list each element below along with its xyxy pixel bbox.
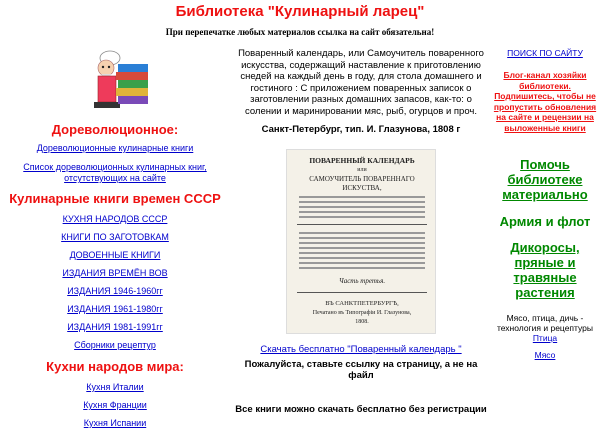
link-ussr-peoples-cuisine[interactable]: КУХНЯ НАРОДОВ СССР — [62, 214, 168, 224]
section-prerevolutionary: Дореволюционное: — [51, 122, 179, 137]
reprint-notice: При перепечатке любых материалов ссылка на сайт обязательна! — [165, 27, 435, 37]
section-ussr-books: Кулинарные книги времен СССР — [9, 191, 221, 206]
book-city: ВЪ САНКТПЕТЕРБУРГѢ, — [325, 300, 399, 307]
link-prerevolutionary-books[interactable]: Дореволюционные кулинарные книги — [36, 143, 194, 153]
army-navy-heading: Армия и флот — [499, 214, 591, 229]
donate-link[interactable]: Помочь библиотеке материально — [502, 157, 588, 202]
cook-with-books-illustration — [70, 50, 160, 110]
download-book-link[interactable]: Скачать бесплатно "Поваренный календарь " — [260, 344, 462, 355]
link-italian-cuisine[interactable]: Кухня Италии — [86, 382, 144, 392]
book-line-4: ИСКУСТВА, — [342, 184, 382, 192]
book-line-1: ПОВАРЕННЫЙ КАЛЕНДАРЬ — [309, 156, 415, 165]
link-editions-1981-1991[interactable]: ИЗДАНИЯ 1981-1991гг — [67, 322, 163, 332]
right-column — [490, 48, 600, 360]
link-wartime-editions[interactable]: ИЗДАНИЯ ВРЕМЁН ВОВ — [62, 268, 168, 278]
book-part-label: Часть третья. — [338, 277, 386, 285]
book-line-3: САМОУЧИТЕЛЬ ПОВАРЕННАГО — [309, 175, 415, 183]
link-request-note: Пожалуйста, ставьте ссылку на страницу, а не на файл — [244, 359, 478, 381]
main-column — [232, 48, 490, 415]
link-spanish-cuisine[interactable]: Кухня Испании — [83, 418, 147, 428]
book-description: Поваренный календарь, или Самоучитель поваренного искусства, содержащий наставление к приготовлению снедей на каждый день в году, для стола домашнего и гостиного : С приложением поваренных записок о заготовлении разных домашних запасов, как-то: о солении и маринировании мяс, рыб, огурцов и проч. — [238, 48, 484, 117]
site-search-link[interactable]: ПОИСК ПО САЙТУ — [507, 48, 583, 58]
link-editions-1946-1960[interactable]: ИЗДАНИЯ 1946-1960гг — [67, 286, 163, 296]
free-download-note: Все книги можно скачать бесплатно без регистрации — [235, 404, 487, 415]
book-printer: Печатано въ Типографiи И. Глазунова, — [312, 310, 412, 316]
link-editions-1961-1980[interactable]: ИЗДАНИЯ 1961-1980гг — [67, 304, 163, 314]
book-year: 1808. — [355, 319, 369, 325]
page-title: Библиотека "Кулинарный ларец" — [175, 3, 425, 20]
poultry-link[interactable]: Птица — [532, 333, 558, 343]
book-line-2: или — [357, 167, 367, 173]
meat-link[interactable]: Мясо — [534, 350, 556, 360]
left-column — [0, 50, 230, 428]
link-french-cuisine[interactable]: Кухня Франции — [83, 400, 147, 410]
link-preserving-books[interactable]: КНИГИ ПО ЗАГОТОВКАМ — [61, 232, 169, 242]
link-missing-books-list[interactable]: Список дореволюционных кулинарных книг, отсутствующих на сайте — [23, 162, 207, 183]
link-recipe-collections[interactable]: Сборники рецептур — [74, 340, 156, 350]
link-prewar-books[interactable]: ДОВОЕННЫЕ КНИГИ — [69, 250, 161, 260]
book-title-page-image — [286, 149, 436, 334]
section-world-cuisines: Кухни народов мира: — [46, 359, 184, 374]
meat-poultry-heading: Мясо, птица, дичь - технология и рецептуры — [496, 313, 594, 333]
blog-channel-link[interactable]: Блог-канал хозяйки библиотеки. Подпишитесь, чтобы не пропустить обновления на сайте и рецензии на выложенные книги — [493, 70, 597, 133]
wild-herbs-link[interactable]: Дикоросы, пряные и травяные растения — [510, 240, 580, 300]
book-imprint: Санкт-Петербург, тип. И. Глазунова, 1808 г — [261, 124, 461, 135]
